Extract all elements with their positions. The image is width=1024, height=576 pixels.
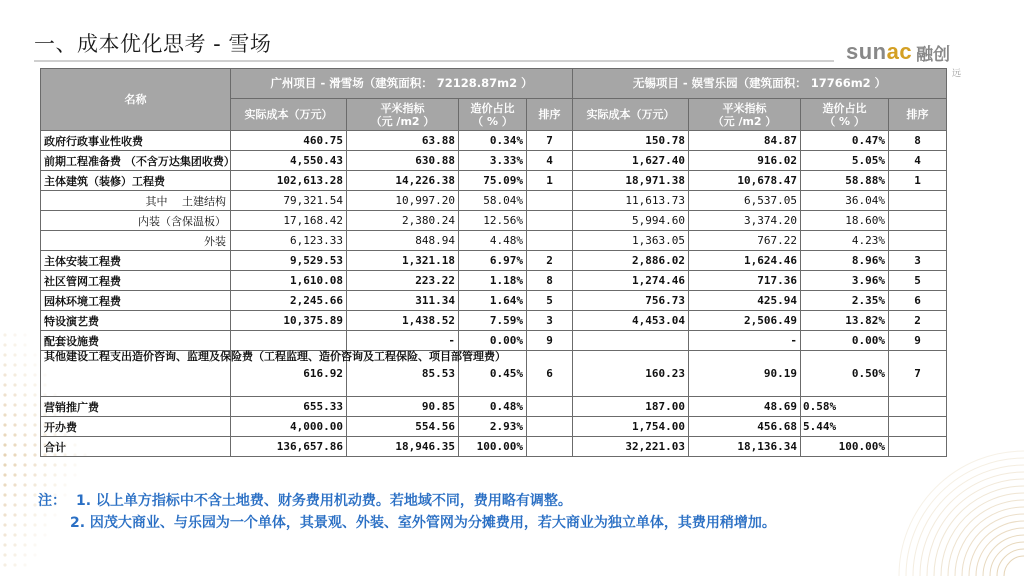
- p1-ratio-unit: （ % ）: [472, 114, 513, 128]
- table-row-total: [41, 437, 947, 457]
- p2-rank: 6: [889, 291, 947, 311]
- arc-pattern-decoration: [864, 456, 1024, 576]
- decor-dot: [63, 463, 66, 466]
- decor-arc: [962, 514, 1024, 576]
- decor-dot: [13, 383, 16, 386]
- decor-arc: [969, 521, 1024, 576]
- decor-dot: [33, 533, 36, 536]
- decor-dot: [13, 513, 16, 516]
- p2-actual-cost: 1,627.40: [573, 151, 689, 171]
- decor-dot: [13, 413, 16, 416]
- decor-dot: [53, 463, 56, 466]
- decor-dot: [23, 343, 26, 346]
- note-text-1: 1. 以上单方指标中不含土地费、财务费用机动费。若地域不同，费用略有调整。: [76, 493, 572, 509]
- note-label: 注：: [38, 493, 66, 509]
- p2-ratio-title: 造价占比: [822, 101, 867, 115]
- decor-dot: [13, 393, 16, 396]
- decor-arc: [997, 549, 1024, 576]
- row-name: 合计: [41, 437, 231, 457]
- p1-unit-index: 18,946.35: [347, 437, 459, 457]
- decor-dot: [23, 373, 26, 376]
- table-row: [41, 151, 947, 171]
- table-row: [41, 191, 947, 211]
- p1-rank: 5: [527, 291, 573, 311]
- decor-dot: [23, 393, 26, 396]
- decor-dot: [13, 523, 16, 526]
- decor-dot: [13, 433, 16, 436]
- project1-header: 广州项目 - 滑雪场（建筑面积： 72128.87m2 ）: [231, 69, 573, 99]
- p2-unit-index: 425.94: [689, 291, 801, 311]
- note-text-2: 2. 因茂大商业、与乐园为一个单体，其景观、外装、室外管网为分摊费用，若大商业为独立单体，其费用稍增加。: [70, 515, 776, 531]
- p2-ratio: 0.00%: [801, 331, 889, 351]
- p1-unit-index: 14,226.38: [347, 171, 459, 191]
- decor-dot: [13, 503, 16, 506]
- decor-dot: [33, 553, 36, 556]
- p1-unit-index-title: 平米指标: [380, 101, 425, 115]
- p2-unit-index: 90.19: [689, 351, 801, 397]
- decor-dot: [23, 493, 26, 496]
- decor-dot: [23, 413, 26, 416]
- decor-dot: [33, 503, 36, 506]
- p2-unit-index-unit: （元 /m2 ）: [712, 114, 777, 128]
- decor-dot: [23, 463, 26, 466]
- p2-actual-cost: 4,453.04: [573, 311, 689, 331]
- row-name: 园林环境工程费: [41, 291, 231, 311]
- p1-ratio: 1.64%: [459, 291, 527, 311]
- p1-rank: 4: [527, 151, 573, 171]
- decor-dot: [3, 403, 6, 406]
- p2-rank: [889, 437, 947, 457]
- decor-dot: [3, 373, 6, 376]
- p1-actual-cost: 6,123.33: [231, 231, 347, 251]
- row-name: 政府行政事业性收费: [41, 131, 231, 151]
- p2-ratio-header: [801, 99, 889, 131]
- table-row: [41, 171, 947, 191]
- p2-ratio: 13.82%: [801, 311, 889, 331]
- decor-dot: [3, 483, 6, 486]
- p2-ratio: 5.05%: [801, 151, 889, 171]
- decor-dot: [3, 393, 6, 396]
- decor-dot: [13, 353, 16, 356]
- p2-rank: 9: [889, 331, 947, 351]
- p2-unit-index: 2,506.49: [689, 311, 801, 331]
- p1-ratio-title: 造价占比: [470, 101, 515, 115]
- p2-actual-cost: 160.23: [573, 351, 689, 397]
- p1-unit-index: 848.94: [347, 231, 459, 251]
- row-name: 营销推广费: [41, 397, 231, 417]
- title-divider: [34, 60, 834, 62]
- decor-dot: [63, 483, 66, 486]
- decor-dot: [3, 553, 6, 556]
- decor-dot: [33, 443, 36, 446]
- p2-ratio: 3.96%: [801, 271, 889, 291]
- decor-dot: [43, 483, 46, 486]
- p1-rank: [527, 437, 573, 457]
- decor-dot: [53, 483, 56, 486]
- decor-dot: [63, 473, 66, 476]
- p1-ratio: 0.34%: [459, 131, 527, 151]
- p1-rank: [527, 417, 573, 437]
- table-row: [41, 291, 947, 311]
- decor-dot: [3, 513, 6, 516]
- p1-unit-index: 85.53: [347, 351, 459, 397]
- p2-ratio: 18.60%: [801, 211, 889, 231]
- p1-actual-cost: 9,529.53: [231, 251, 347, 271]
- p1-ratio: 75.09%: [459, 171, 527, 191]
- p2-actual-cost: 2,886.02: [573, 251, 689, 271]
- p1-rank: 1: [527, 171, 573, 191]
- decor-dot: [33, 423, 36, 426]
- note-line-2: [38, 512, 776, 534]
- p2-rank: 4: [889, 151, 947, 171]
- table-row: [41, 231, 947, 251]
- p2-unit-index: 18,136.34: [689, 437, 801, 457]
- p2-rank: [889, 191, 947, 211]
- p1-actual-cost: 655.33: [231, 397, 347, 417]
- p2-unit-index-title: 平米指标: [722, 101, 767, 115]
- p1-ratio: 0.00%: [459, 331, 527, 351]
- p2-unit-index: 6,537.05: [689, 191, 801, 211]
- p2-unit-index: -: [689, 331, 801, 351]
- p2-rank: [889, 417, 947, 437]
- decor-dot: [13, 543, 16, 546]
- decor-dot: [13, 553, 16, 556]
- decor-dot: [23, 443, 26, 446]
- decor-dot: [13, 493, 16, 496]
- p1-rank: 2: [527, 251, 573, 271]
- p2-ratio: 2.35%: [801, 291, 889, 311]
- row-name: 开办费: [41, 417, 231, 437]
- p1-rank: [527, 397, 573, 417]
- decor-dot: [3, 423, 6, 426]
- decor-dot: [3, 343, 6, 346]
- p2-unit-index: 456.68: [689, 417, 801, 437]
- p1-unit-index: 90.85: [347, 397, 459, 417]
- row-name: 外装: [41, 231, 231, 251]
- decor-dot: [3, 503, 6, 506]
- decor-dot: [13, 563, 16, 566]
- decor-dot: [33, 353, 36, 356]
- p1-actual-cost: 460.75: [231, 131, 347, 151]
- table-row: [41, 351, 947, 397]
- decor-dot: [23, 423, 26, 426]
- logo-wordmark-b: ac: [886, 39, 913, 64]
- p2-ratio: 0.47%: [801, 131, 889, 151]
- decor-dot: [13, 533, 16, 536]
- decor-dot: [33, 483, 36, 486]
- decor-dot: [43, 473, 46, 476]
- p2-ratio: 58.88%: [801, 171, 889, 191]
- decor-dot: [33, 523, 36, 526]
- p1-unit-index-header: [347, 99, 459, 131]
- p2-actual-cost: 5,994.60: [573, 211, 689, 231]
- decor-dot: [3, 453, 6, 456]
- decor-dot: [23, 533, 26, 536]
- p2-rank: [889, 211, 947, 231]
- p2-rank: [889, 397, 947, 417]
- decor-dot: [23, 483, 26, 486]
- p1-ratio: 100.00%: [459, 437, 527, 457]
- decor-arc: [941, 493, 1024, 576]
- p2-ratio: 36.04%: [801, 191, 889, 211]
- decor-dot: [23, 563, 26, 566]
- decor-dot: [13, 463, 16, 466]
- p2-actual-cost-header: 实际成本（万元）: [573, 99, 689, 131]
- decor-dot: [13, 363, 16, 366]
- decor-dot: [23, 353, 26, 356]
- decor-dot: [23, 513, 26, 516]
- p1-ratio-header: [459, 99, 527, 131]
- p2-actual-cost: 1,363.05: [573, 231, 689, 251]
- p2-actual-cost: [573, 331, 689, 351]
- decor-dot: [3, 523, 6, 526]
- decor-dot: [3, 493, 6, 496]
- p1-unit-index: 630.88: [347, 151, 459, 171]
- decor-dot: [53, 473, 56, 476]
- decor-dot: [33, 513, 36, 516]
- decor-dot: [3, 543, 6, 546]
- decor-dot: [23, 333, 26, 336]
- decor-dot: [23, 433, 26, 436]
- p1-unit-index: 10,997.20: [347, 191, 459, 211]
- p1-unit-index: 554.56: [347, 417, 459, 437]
- table-row: [41, 271, 947, 291]
- table-row: [41, 417, 947, 437]
- decor-dot: [23, 383, 26, 386]
- decor-dot: [73, 473, 76, 476]
- p2-actual-cost: 1,274.46: [573, 271, 689, 291]
- p1-actual-cost: 616.92: [231, 351, 347, 397]
- p1-actual-cost: 4,000.00: [231, 417, 347, 437]
- decor-dot: [23, 503, 26, 506]
- p1-rank: 7: [527, 131, 573, 151]
- table-row: [41, 251, 947, 271]
- p1-ratio: 3.33%: [459, 151, 527, 171]
- p2-ratio: 0.50%: [801, 351, 889, 397]
- decor-dot: [3, 383, 6, 386]
- table-row: [41, 211, 947, 231]
- notes-section: [38, 490, 776, 534]
- p1-unit-index: 311.34: [347, 291, 459, 311]
- note-line-1: [38, 490, 776, 512]
- decor-dot: [23, 543, 26, 546]
- p1-actual-cost: 17,168.42: [231, 211, 347, 231]
- p2-ratio-unit: （ % ）: [824, 114, 865, 128]
- p2-rank: 7: [889, 351, 947, 397]
- p1-actual-cost: 10,375.89: [231, 311, 347, 331]
- decor-dot: [13, 483, 16, 486]
- decor-dot: [43, 463, 46, 466]
- decor-dot: [33, 373, 36, 376]
- decor-dot: [33, 463, 36, 466]
- p2-actual-cost: 32,221.03: [573, 437, 689, 457]
- p1-actual-cost: 79,321.54: [231, 191, 347, 211]
- row-name: 社区管网工程费: [41, 271, 231, 291]
- logo-wordmark-a: sun: [846, 39, 887, 64]
- p1-rank: [527, 211, 573, 231]
- p2-unit-index: 717.36: [689, 271, 801, 291]
- p1-rank: 8: [527, 271, 573, 291]
- p1-unit-index: -: [347, 331, 459, 351]
- p1-unit-index: 1,321.18: [347, 251, 459, 271]
- p2-unit-index: 1,624.46: [689, 251, 801, 271]
- page-title: 一、成本优化思考 - 雪场: [34, 32, 272, 56]
- decor-arc: [934, 486, 1024, 576]
- p2-rank: 8: [889, 131, 947, 151]
- decor-dot: [3, 473, 6, 476]
- logo-chinese: 融创: [916, 44, 951, 65]
- p2-unit-index: 48.69: [689, 397, 801, 417]
- p1-unit-index: 223.22: [347, 271, 459, 291]
- p2-ratio: 5.44%: [801, 417, 889, 437]
- project2-header: 无锡项目 - 娱雪乐园（建筑面积： 17766m2 ）: [573, 69, 947, 99]
- p1-actual-cost-header: 实际成本（万元）: [231, 99, 347, 131]
- decor-dot: [33, 393, 36, 396]
- decor-dot: [23, 453, 26, 456]
- decor-arc: [1004, 556, 1024, 576]
- p2-ratio: 8.96%: [801, 251, 889, 271]
- decor-dot: [23, 553, 26, 556]
- decor-dot: [33, 403, 36, 406]
- decor-dot: [3, 463, 6, 466]
- decor-dot: [13, 473, 16, 476]
- decor-dot: [13, 373, 16, 376]
- p2-rank-header: 排序: [889, 99, 947, 131]
- p1-ratio: 7.59%: [459, 311, 527, 331]
- decor-dot: [33, 433, 36, 436]
- decor-dot: [33, 453, 36, 456]
- decor-dot: [3, 533, 6, 536]
- decor-dot: [13, 423, 16, 426]
- row-name: 配套设施费: [41, 331, 231, 351]
- p2-rank: 2: [889, 311, 947, 331]
- p2-unit-index-header: [689, 99, 801, 131]
- decor-dot: [33, 413, 36, 416]
- decor-dot: [13, 403, 16, 406]
- p1-unit-index-unit: （元 /m2 ）: [370, 114, 435, 128]
- table-row: [41, 131, 947, 151]
- p1-unit-index: 2,380.24: [347, 211, 459, 231]
- p1-actual-cost: 2,245.66: [231, 291, 347, 311]
- decor-dot: [3, 433, 6, 436]
- p2-rank: [889, 231, 947, 251]
- decor-dot: [23, 403, 26, 406]
- decor-dot: [33, 543, 36, 546]
- table-row: [41, 397, 947, 417]
- name-column-header: 名称: [41, 69, 231, 131]
- logo-wordmark: [846, 39, 912, 65]
- decor-arc: [983, 535, 1024, 576]
- p1-unit-index: 1,438.52: [347, 311, 459, 331]
- decor-dot: [33, 363, 36, 366]
- p2-ratio: 0.58%: [801, 397, 889, 417]
- table-row: [41, 311, 947, 331]
- p1-ratio: 1.18%: [459, 271, 527, 291]
- p2-actual-cost: 187.00: [573, 397, 689, 417]
- p1-actual-cost: 4,550.43: [231, 151, 347, 171]
- p2-unit-index: 3,374.20: [689, 211, 801, 231]
- decor-dot: [13, 443, 16, 446]
- p2-unit-index: 767.22: [689, 231, 801, 251]
- p2-unit-index: 84.87: [689, 131, 801, 151]
- p2-ratio: 4.23%: [801, 231, 889, 251]
- row-name: 主体建筑（装修）工程费: [41, 171, 231, 191]
- p2-actual-cost: 11,613.73: [573, 191, 689, 211]
- p1-ratio: 0.45%: [459, 351, 527, 397]
- p2-actual-cost: 150.78: [573, 131, 689, 151]
- p2-rank: 3: [889, 251, 947, 271]
- decor-dot: [3, 443, 6, 446]
- p2-actual-cost: 1,754.00: [573, 417, 689, 437]
- decor-dot: [73, 463, 76, 466]
- p2-unit-index: 10,678.47: [689, 171, 801, 191]
- decor-dot: [33, 493, 36, 496]
- decor-dot: [13, 343, 16, 346]
- decor-dot: [3, 333, 6, 336]
- row-name: 其中 土建结构: [41, 191, 231, 211]
- row-name: 其他建设工程支出造价咨询、监理及保险费（工程监理、造价咨询及工程保险、项目部管理费）: [41, 351, 231, 397]
- row-name: 内装（含保温板）: [41, 211, 231, 231]
- p1-actual-cost: 1,610.08: [231, 271, 347, 291]
- p1-rank: 9: [527, 331, 573, 351]
- p1-actual-cost: 136,657.86: [231, 437, 347, 457]
- p1-rank: 3: [527, 311, 573, 331]
- p1-rank-header: 排序: [527, 99, 573, 131]
- decor-dot: [3, 363, 6, 366]
- decor-dot: [3, 413, 6, 416]
- p2-unit-index: 916.02: [689, 151, 801, 171]
- decor-dot: [23, 523, 26, 526]
- p1-ratio: 0.48%: [459, 397, 527, 417]
- decor-dot: [3, 353, 6, 356]
- p2-actual-cost: 18,971.38: [573, 171, 689, 191]
- p2-rank: 5: [889, 271, 947, 291]
- decor-arc: [948, 500, 1024, 576]
- p1-ratio: 2.93%: [459, 417, 527, 437]
- p1-ratio: 12.56%: [459, 211, 527, 231]
- decor-dot: [3, 563, 6, 566]
- logo-tagline: 远: [952, 69, 962, 79]
- p1-rank: 6: [527, 351, 573, 397]
- row-name: 前期工程准备费 （不含万达集团收费）: [41, 151, 231, 171]
- decor-dot: [13, 453, 16, 456]
- decor-dot: [33, 383, 36, 386]
- decor-dot: [23, 473, 26, 476]
- decor-dot: [13, 333, 16, 336]
- p2-rank: 1: [889, 171, 947, 191]
- p2-ratio: 100.00%: [801, 437, 889, 457]
- row-name: 特设演艺费: [41, 311, 231, 331]
- table-row: [41, 331, 947, 351]
- p1-actual-cost: [231, 331, 347, 351]
- sunac-logo: [846, 38, 950, 66]
- decor-dot: [23, 363, 26, 366]
- p1-rank: [527, 191, 573, 211]
- decor-dot: [33, 473, 36, 476]
- p1-actual-cost: 102,613.28: [231, 171, 347, 191]
- p2-actual-cost: 756.73: [573, 291, 689, 311]
- p1-unit-index: 63.88: [347, 131, 459, 151]
- cost-comparison-table: [40, 68, 947, 457]
- decor-arc: [913, 465, 1024, 576]
- p1-ratio: 4.48%: [459, 231, 527, 251]
- row-name: 主体安装工程费: [41, 251, 231, 271]
- p1-rank: [527, 231, 573, 251]
- p1-ratio: 58.04%: [459, 191, 527, 211]
- p1-ratio: 6.97%: [459, 251, 527, 271]
